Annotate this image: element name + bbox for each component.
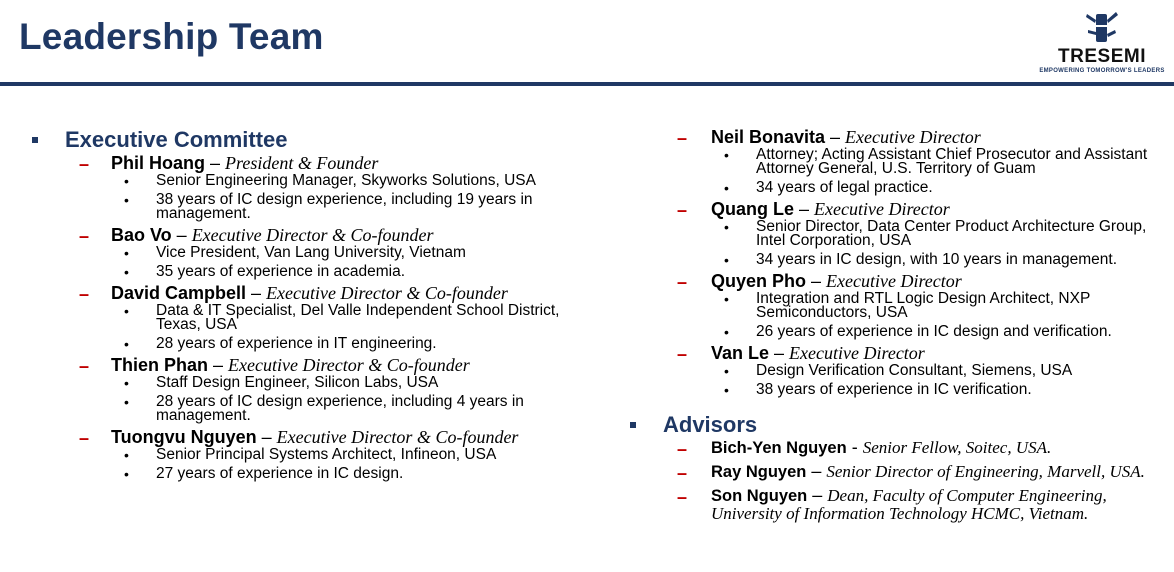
detail-list	[111, 304, 592, 351]
detail-list	[111, 376, 592, 423]
person-entry	[32, 284, 592, 351]
person-role: Executive Director & Co-founder	[266, 283, 508, 303]
person-role: Executive Director & Co-founder	[276, 427, 519, 447]
person-role: Executive Director	[814, 199, 950, 219]
person-heading	[711, 463, 1170, 481]
detail-item	[111, 337, 592, 351]
right-column	[630, 128, 1170, 528]
bullet-dot-icon: •	[124, 447, 129, 463]
person-entry	[630, 128, 1170, 195]
dash-bullet-icon: –	[677, 463, 688, 483]
bullet-dot-icon: •	[124, 264, 129, 280]
name-separator: –	[794, 199, 815, 219]
dash-bullet-icon: –	[79, 356, 90, 376]
person-heading	[111, 154, 592, 172]
person-role: Executive Director	[845, 127, 981, 147]
person-name: David Campbell	[111, 283, 247, 303]
detail-text: Data & IT Specialist, Del Valle Independent School District, Texas, USA	[156, 302, 560, 333]
detail-text: Senior Principal Systems Architect, Infineon, USA	[156, 446, 497, 463]
dash-bullet-icon: –	[677, 200, 688, 220]
detail-list	[111, 174, 592, 221]
detail-item	[111, 376, 592, 390]
detail-item	[111, 193, 592, 221]
detail-item	[111, 467, 592, 481]
bullet-dot-icon: •	[124, 375, 129, 391]
logo-wordmark: TRESEMI	[1058, 46, 1146, 67]
detail-item	[711, 292, 1170, 320]
person-role: Executive Director	[826, 271, 962, 291]
detail-item	[711, 383, 1170, 397]
name-separator: -	[846, 437, 863, 457]
person-entry	[630, 463, 1170, 481]
person-heading	[111, 428, 592, 446]
detail-item	[711, 325, 1170, 339]
bullet-dot-icon: •	[124, 192, 129, 208]
detail-item	[111, 304, 592, 332]
person-role: President & Founder	[225, 153, 379, 173]
person-entry	[630, 272, 1170, 339]
person-name: Ray Nguyen	[711, 463, 807, 481]
person-name: Tuongvu Nguyen	[111, 427, 257, 447]
person-name: Thien Phan	[111, 355, 209, 375]
dash-bullet-icon: –	[79, 428, 90, 448]
detail-text: Staff Design Engineer, Silicon Labs, USA	[156, 374, 439, 391]
person-name: Bich-Yen Nguyen	[711, 439, 847, 457]
detail-text: 28 years of IC design experience, including 4 years in management.	[156, 393, 524, 424]
detail-list	[711, 220, 1170, 267]
dash-bullet-icon: –	[677, 128, 688, 148]
bullet-dot-icon: •	[724, 324, 729, 340]
square-bullet-icon	[630, 422, 636, 428]
person-entry	[630, 487, 1170, 522]
detail-list	[711, 364, 1170, 397]
person-entry	[630, 439, 1170, 457]
logo-tagline: EMPOWERING TOMORROW'S LEADERS	[1039, 68, 1165, 74]
person-entry	[32, 356, 592, 423]
person-entry	[630, 344, 1170, 397]
bullet-dot-icon: •	[124, 245, 129, 261]
bullet-dot-icon: •	[724, 252, 729, 268]
bullet-dot-icon: •	[124, 336, 129, 352]
detail-item	[711, 148, 1170, 176]
person-role: Senior Director of Engineering, Marvell, USA.	[826, 462, 1145, 481]
name-separator: –	[769, 343, 790, 363]
person-heading	[711, 128, 1170, 146]
person-role: Executive Director & Co-founder	[191, 225, 434, 245]
section-label: Executive Committee	[65, 127, 288, 152]
header-divider	[0, 82, 1174, 86]
name-separator: –	[208, 355, 229, 375]
person-entry	[32, 428, 592, 481]
page-title: Leadership Team	[19, 16, 324, 57]
detail-text: 28 years of experience in IT engineering.	[156, 335, 437, 352]
person-heading	[711, 439, 1170, 457]
bamboo-logo-icon	[1082, 8, 1122, 44]
dash-bullet-icon: –	[677, 439, 688, 459]
detail-item	[711, 181, 1170, 195]
person-heading	[111, 284, 592, 302]
dash-bullet-icon: –	[677, 272, 688, 292]
bullet-dot-icon: •	[724, 147, 729, 163]
name-separator: –	[806, 271, 827, 291]
detail-text: Senior Engineering Manager, Skyworks Solutions, USA	[156, 172, 536, 189]
section-advisors	[630, 412, 1170, 438]
bullet-dot-icon: •	[124, 303, 129, 319]
person-entry	[32, 154, 592, 221]
name-separator: –	[171, 225, 192, 245]
detail-item	[111, 246, 592, 260]
name-separator: –	[205, 153, 226, 173]
bullet-dot-icon: •	[724, 219, 729, 235]
person-entry	[630, 200, 1170, 267]
bullet-dot-icon: •	[724, 291, 729, 307]
detail-text: 34 years of legal practice.	[756, 179, 933, 196]
person-role: Executive Director & Co-founder	[228, 355, 470, 375]
detail-text: Design Verification Consultant, Siemens, USA	[756, 362, 1073, 379]
person-entry	[32, 226, 592, 279]
detail-item	[711, 364, 1170, 378]
name-separator: –	[825, 127, 846, 147]
bullet-dot-icon: •	[724, 180, 729, 196]
name-separator: –	[246, 283, 267, 303]
person-name: Van Le	[711, 343, 770, 363]
person-heading	[711, 487, 1170, 522]
person-heading	[711, 200, 1170, 218]
detail-text: Attorney; Acting Assistant Chief Prosecutor and Assistant Attorney General, U.S. Territory of Guam	[756, 146, 1148, 177]
person-name: Bao Vo	[111, 225, 172, 245]
detail-text: 26 years of experience in IC design and verification.	[756, 323, 1112, 340]
bullet-dot-icon: •	[124, 394, 129, 410]
detail-text: 34 years in IC design, with 10 years in management.	[756, 251, 1117, 268]
person-name: Quang Le	[711, 199, 795, 219]
dash-bullet-icon: –	[79, 284, 90, 304]
detail-item	[111, 448, 592, 462]
dash-bullet-icon: –	[79, 226, 90, 246]
detail-text: 38 years of experience in IC verification.	[756, 381, 1032, 398]
detail-list	[111, 448, 592, 481]
person-heading	[711, 272, 1170, 290]
detail-text: 27 years of experience in IC design.	[156, 465, 404, 482]
detail-text: 35 years of experience in academia.	[156, 263, 406, 280]
detail-item	[111, 395, 592, 423]
dash-bullet-icon: –	[677, 344, 688, 364]
detail-item	[711, 253, 1170, 267]
detail-item	[711, 220, 1170, 248]
section-executive-committee	[32, 127, 592, 153]
left-column	[32, 127, 592, 486]
company-logo	[1034, 8, 1170, 78]
person-heading	[111, 356, 592, 374]
bullet-dot-icon: •	[724, 382, 729, 398]
dash-bullet-icon: –	[79, 154, 90, 174]
detail-list	[711, 292, 1170, 339]
detail-list	[111, 246, 592, 279]
detail-item	[111, 174, 592, 188]
detail-text: Senior Director, Data Center Product Architecture Group, Intel Corporation, USA	[756, 218, 1147, 249]
detail-text: 38 years of IC design experience, including 19 years in management.	[156, 191, 533, 222]
detail-text: Vice President, Van Lang University, Vietnam	[156, 244, 466, 261]
person-role: Senior Fellow, Soitec, USA.	[862, 438, 1052, 457]
detail-text: Integration and RTL Logic Design Architect, NXP Semiconductors, USA	[756, 290, 1091, 321]
bullet-dot-icon: •	[724, 363, 729, 379]
person-name: Phil Hoang	[111, 153, 205, 173]
person-name: Quyen Pho	[711, 271, 807, 291]
detail-item	[111, 265, 592, 279]
bullet-dot-icon: •	[124, 466, 129, 482]
square-bullet-icon	[32, 137, 38, 143]
bullet-dot-icon: •	[124, 173, 129, 189]
person-name: Son Nguyen	[711, 487, 808, 505]
detail-list	[711, 148, 1170, 195]
person-role: Dean, Faculty of Computer Engineering, University of Information Technology HCMC, Vietnam.	[711, 486, 1107, 523]
person-name: Neil Bonavita	[711, 127, 826, 147]
person-heading	[711, 344, 1170, 362]
name-separator: –	[256, 427, 277, 447]
dash-bullet-icon: –	[677, 487, 688, 507]
name-separator: –	[807, 485, 828, 505]
person-role: Executive Director	[789, 343, 925, 363]
person-heading	[111, 226, 592, 244]
section-label: Advisors	[663, 412, 758, 437]
name-separator: –	[806, 461, 827, 481]
